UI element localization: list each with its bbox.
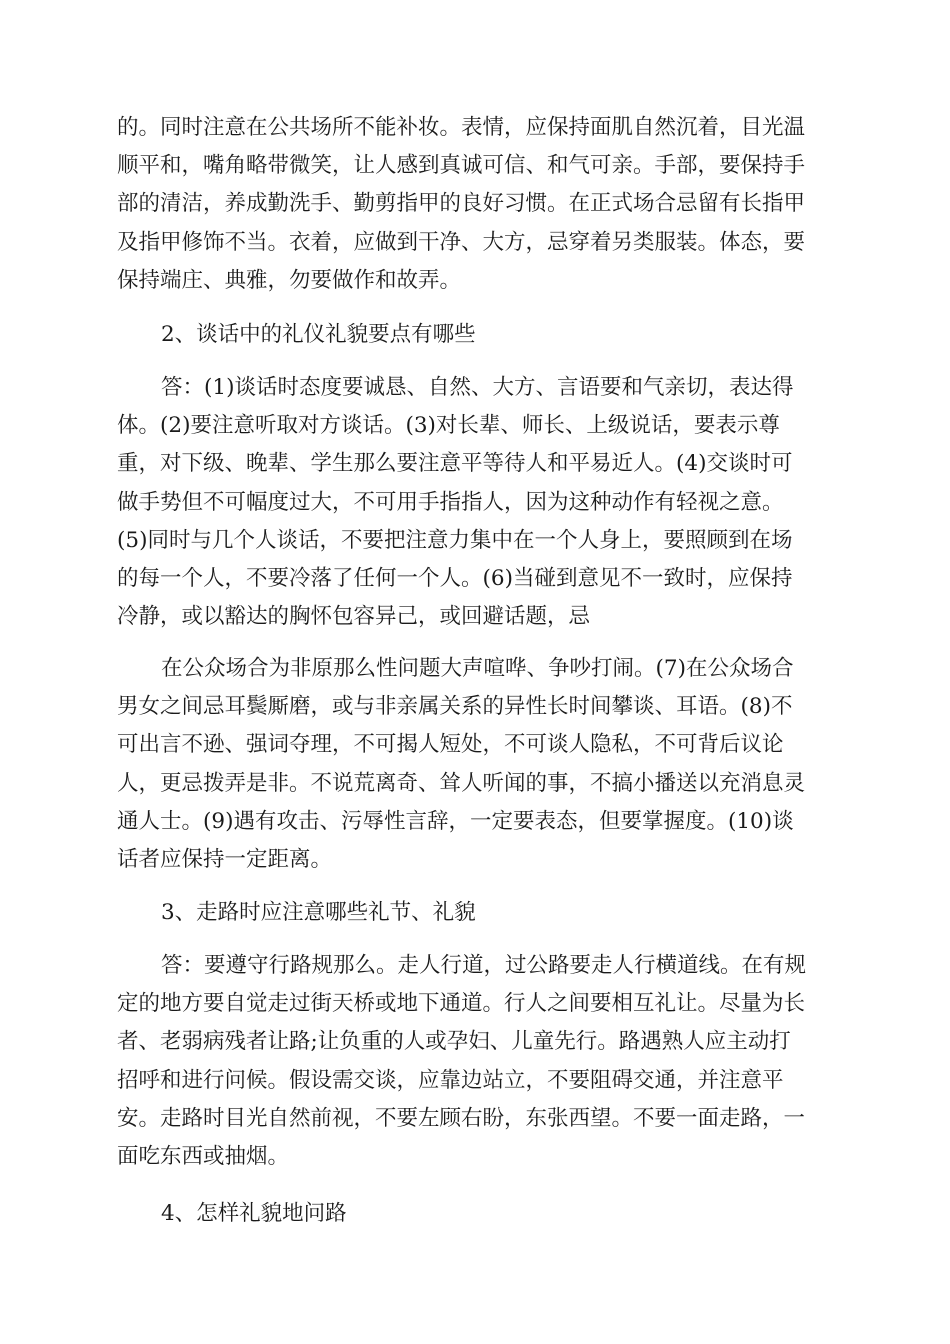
paragraph-walking-etiquette [117, 947, 837, 1176]
text-line: 人，更忌拨弄是非。不说荒离奇、耸人听闻的事，不搞小播送以充消息灵 [117, 770, 806, 796]
text-line: 部的清洁，养成勤洗手、勤剪指甲的良好习惯。在正式场合忌留有长指甲 [117, 191, 806, 217]
text-line: 体。(2)要注意听取对方谈话。(3)对长辈、师长、上级说话，要表示尊 [117, 413, 780, 439]
section-heading-4: 4、怎样礼貌地问路 [161, 1201, 347, 1226]
text-line: 的每一个人，不要冷落了任何一个人。(6)当碰到意见不一致时，应保持 [117, 565, 793, 591]
text-line: 保持端庄、典雅，勿要做作和故弄。 [117, 267, 462, 293]
text-line: 男女之间忌耳鬓厮磨，或与非亲属关系的异性长时间攀谈、耳语。(8)不 [117, 694, 793, 720]
text-line: 顺平和，嘴角略带微笑，让人感到真诚可信、和气可亲。手部，要保持手 [117, 153, 806, 179]
text-line: 可出言不逊、强词夺理，不可揭人短处，不可谈人隐私，不可背后议论 [117, 732, 784, 758]
paragraph-conversation-continued [117, 650, 837, 879]
text-line: 重，对下级、晚辈、学生那么要注意平等待人和平易近人。(4)交谈时可 [117, 451, 793, 477]
text-line: 者、老弱病残者让路;让负重的人或孕妇、儿童先行。路遇熟人应主动打 [117, 1029, 791, 1055]
paragraph-appearance [117, 109, 837, 300]
text-line: 在公众场合为非原那么性问题大声喧哗、争吵打闹。(7)在公众场合 [161, 656, 794, 681]
text-line: 做手势但不可幅度过大，不可用手指指人，因为这种动作有轻视之意。 [117, 489, 784, 515]
text-line: 冷静，或以豁达的胸怀包容异己，或回避话题，忌 [117, 604, 591, 630]
text-line: 的。同时注意在公共场所不能补妆。表情，应保持面肌自然沉着，目光温 [117, 115, 806, 140]
text-line: 答：(1)谈话时态度要诚恳、自然、大方、言语要和气亲切，表达得 [161, 375, 794, 400]
section-heading-2: 2、谈话中的礼仪礼貌要点有哪些 [161, 322, 476, 347]
text-line: 定的地方要自觉走过街天桥或地下通道。行人之间要相互礼让。尽量为长 [117, 991, 806, 1017]
text-line: 及指甲修饰不当。衣着，应做到干净、大方，忌穿着另类服装。体态，要 [117, 229, 806, 255]
text-line: 招呼和进行问候。假设需交谈，应靠边站立，不要阻碍交通，并注意平 [117, 1067, 784, 1093]
text-line: (5)同时与几个人谈话，不要把注意力集中在一个人身上，要照顾到在场 [117, 527, 793, 553]
text-line: 安。走路时目光自然前视，不要左顾右盼，东张西望。不要一面走路，一 [117, 1105, 806, 1131]
text-line: 面吃东西或抽烟。 [117, 1143, 290, 1169]
text-line: 话者应保持一定距离。 [117, 846, 333, 872]
section-heading-3: 3、走路时应注意哪些礼节、礼貌 [161, 900, 476, 925]
text-line: 通人士。(9)遇有攻击、污辱性言辞，一定要表态，但要掌握度。(10)谈 [117, 808, 794, 834]
paragraph-conversation-etiquette [117, 369, 837, 636]
text-line: 答：要遵守行路规那么。走人行道，过公路要走人行横道线。在有规 [161, 953, 807, 978]
